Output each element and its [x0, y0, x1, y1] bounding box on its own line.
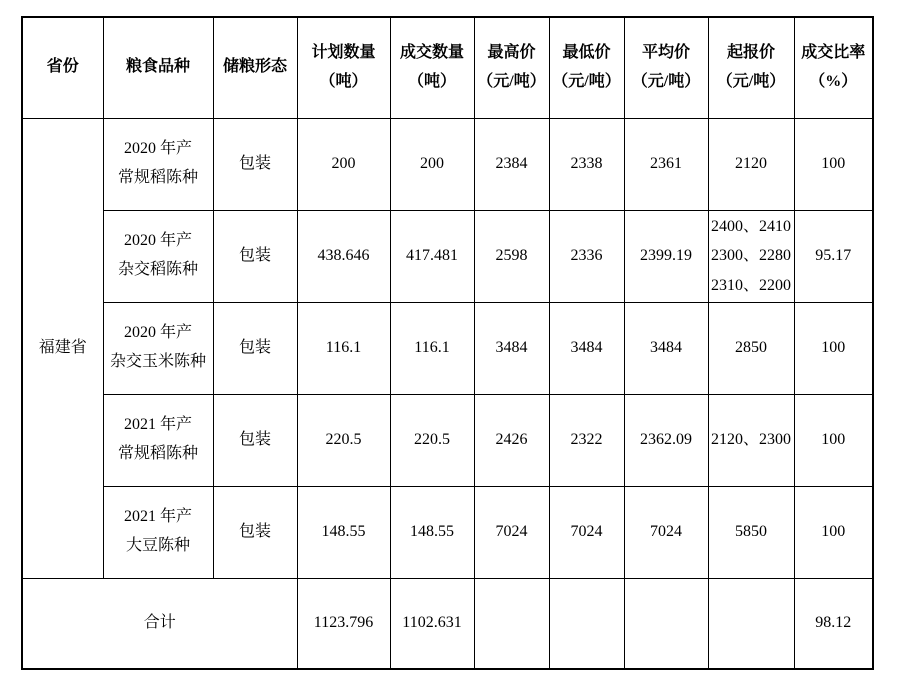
cell-total-lowest-price: [549, 578, 624, 669]
cell-deal-ratio: 100: [794, 394, 873, 486]
cell-traded-quantity: 148.55: [390, 486, 474, 578]
variety-line: 2021 年产: [123, 416, 192, 434]
cell-highest-price: 2598: [474, 210, 549, 302]
cell-deal-ratio: 100: [794, 118, 873, 210]
grain-auction-results-table: [21, 16, 874, 670]
header-unit: （元/吨）: [552, 72, 621, 90]
variety-line: 2020 年产: [123, 232, 192, 250]
variety-line: 2020 年产: [123, 324, 192, 342]
header-planned-quantity: [297, 17, 390, 118]
variety-line: 2020 年产: [123, 140, 192, 158]
cell-starting-price: [708, 302, 794, 394]
cell-average-price: 2399.19: [624, 210, 708, 302]
cell-traded-quantity: 116.1: [390, 302, 474, 394]
cell-variety: [103, 210, 213, 302]
cell-storage-form: 包装: [213, 394, 297, 486]
header-title: 最高价: [487, 43, 536, 61]
variety-line: 常规稻陈种: [117, 445, 198, 462]
table-row: [22, 302, 873, 394]
header-unit: （%）: [809, 72, 858, 90]
header-lowest-price: [549, 17, 624, 118]
cell-deal-ratio: 100: [794, 486, 873, 578]
table-row: [22, 118, 873, 210]
cell-storage-form: 包装: [213, 210, 297, 302]
header-grain-variety: [103, 17, 213, 118]
cell-variety: [103, 118, 213, 210]
cell-storage-form: 包装: [213, 486, 297, 578]
cell-starting-price: [708, 210, 794, 302]
variety-line: 杂交稻陈种: [117, 261, 198, 278]
cell-variety: [103, 394, 213, 486]
table-row: [22, 210, 873, 302]
cell-variety: [103, 486, 213, 578]
cell-traded-quantity: 220.5: [390, 394, 474, 486]
header-title: 储粮形态: [222, 58, 287, 76]
header-title: 平均价: [641, 43, 690, 61]
starting-price-line: 2850: [735, 339, 767, 357]
header-unit: （元/吨）: [631, 72, 701, 90]
cell-highest-price: 7024: [474, 486, 549, 578]
cell-total-planned-quantity: 1123.796: [297, 578, 390, 669]
cell-province: 福建省: [22, 118, 103, 578]
header-unit: （元/吨）: [716, 72, 786, 90]
cell-variety: [103, 302, 213, 394]
header-traded-quantity: [390, 17, 474, 118]
header-highest-price: [474, 17, 549, 118]
header-starting-price: [708, 17, 794, 118]
cell-total-traded-quantity: 1102.631: [390, 578, 474, 669]
cell-planned-quantity: 148.55: [297, 486, 390, 578]
header-title: 最低价: [562, 43, 611, 61]
variety-line: 常规稻陈种: [117, 169, 198, 186]
cell-deal-ratio: 100: [794, 302, 873, 394]
header-average-price: [624, 17, 708, 118]
cell-lowest-price: 3484: [549, 302, 624, 394]
variety-line: 2021 年产: [123, 508, 192, 526]
header-deal-ratio: [794, 17, 873, 118]
cell-starting-price: [708, 486, 794, 578]
header-title: 省份: [46, 58, 79, 76]
cell-total-deal-ratio: 98.12: [794, 578, 873, 669]
cell-lowest-price: 7024: [549, 486, 624, 578]
cell-total-label: 合计: [22, 578, 297, 669]
starting-price-line: 2120: [735, 155, 767, 173]
header-unit: （吨）: [407, 72, 456, 90]
cell-average-price: 7024: [624, 486, 708, 578]
table-row: [22, 486, 873, 578]
cell-highest-price: 3484: [474, 302, 549, 394]
cell-lowest-price: 2338: [549, 118, 624, 210]
header-title: 起报价: [726, 43, 775, 61]
cell-storage-form: 包装: [213, 118, 297, 210]
starting-price-line: 2120、2300: [710, 431, 791, 449]
cell-planned-quantity: 116.1: [297, 302, 390, 394]
starting-price-line: 2300、2280: [710, 247, 791, 265]
cell-starting-price: [708, 394, 794, 486]
starting-price-line: 2310、2200: [710, 276, 791, 294]
starting-price-line: 2400、2410: [710, 217, 791, 235]
cell-highest-price: 2426: [474, 394, 549, 486]
cell-average-price: 3484: [624, 302, 708, 394]
header-unit: （元/吨）: [477, 72, 546, 90]
header-title: 计划数量: [311, 43, 376, 61]
cell-planned-quantity: 200: [297, 118, 390, 210]
cell-average-price: 2361: [624, 118, 708, 210]
cell-traded-quantity: 200: [390, 118, 474, 210]
cell-planned-quantity: 438.646: [297, 210, 390, 302]
table-header-row: [22, 17, 873, 118]
header-province: [22, 17, 103, 118]
cell-traded-quantity: 417.481: [390, 210, 474, 302]
table-row: [22, 394, 873, 486]
cell-lowest-price: 2322: [549, 394, 624, 486]
starting-price-line: 5850: [735, 523, 767, 541]
variety-line: 大豆陈种: [125, 537, 190, 554]
cell-deal-ratio: 95.17: [794, 210, 873, 302]
cell-total-starting-price: [708, 578, 794, 669]
cell-total-average-price: [624, 578, 708, 669]
header-unit: （吨）: [319, 72, 368, 90]
header-title: 成交数量: [399, 43, 464, 61]
variety-line: 杂交玉米陈种: [109, 353, 206, 370]
cell-highest-price: 2384: [474, 118, 549, 210]
cell-lowest-price: 2336: [549, 210, 624, 302]
cell-total-highest-price: [474, 578, 549, 669]
header-title: 成交比率: [801, 43, 866, 61]
header-storage-form: [213, 17, 297, 118]
cell-storage-form: 包装: [213, 302, 297, 394]
header-title: 粮食品种: [125, 58, 190, 76]
table-total-row: [22, 578, 873, 669]
cell-average-price: 2362.09: [624, 394, 708, 486]
cell-planned-quantity: 220.5: [297, 394, 390, 486]
cell-starting-price: [708, 118, 794, 210]
